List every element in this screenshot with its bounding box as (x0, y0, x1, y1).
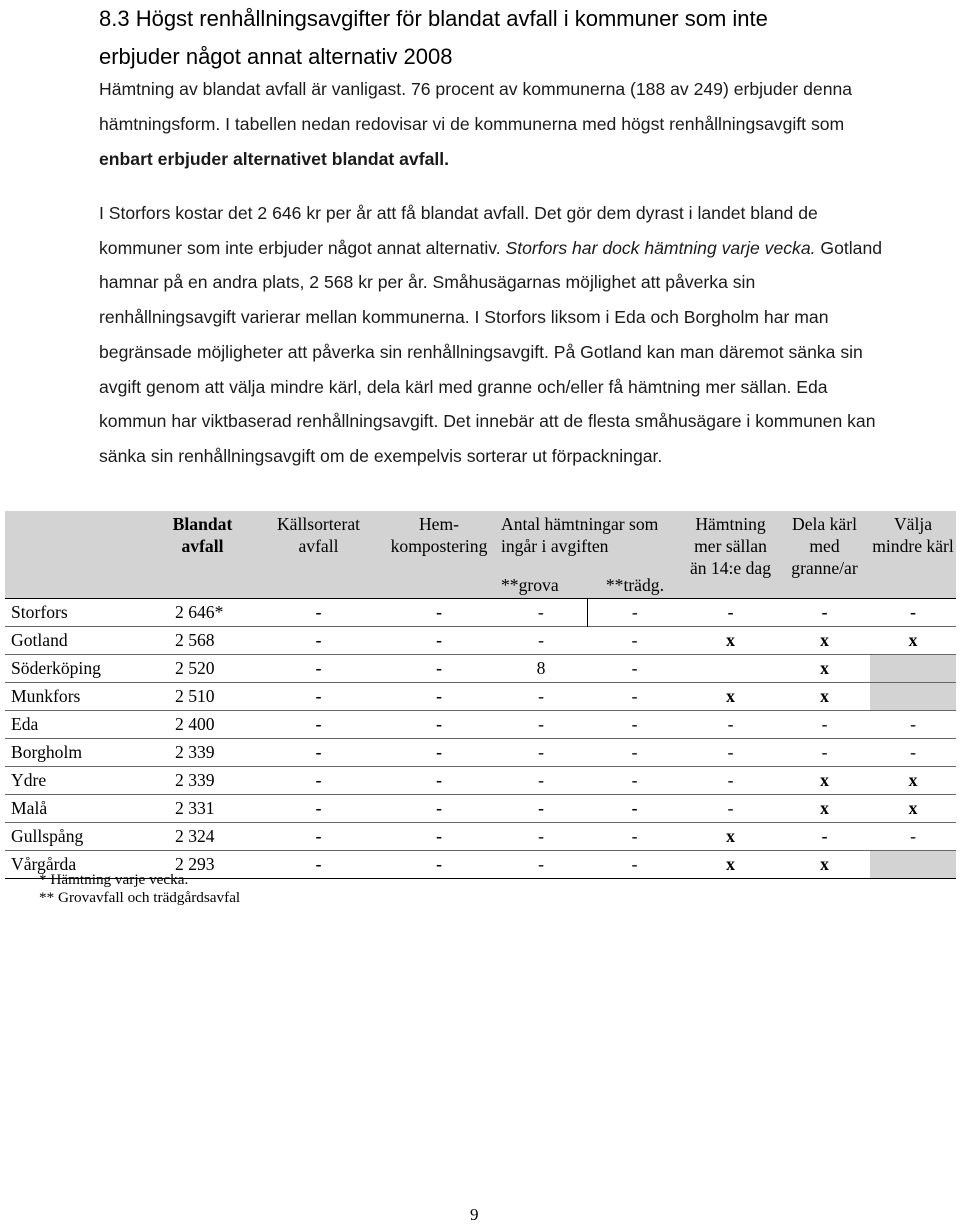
cell-hamtning: - (682, 711, 779, 739)
header-valja-mindre-karl: Välja mindre kärl (870, 511, 956, 599)
cell-tradg: - (587, 823, 682, 851)
cell-hamtning: x (682, 683, 779, 711)
cell-valja: x (870, 795, 956, 823)
header-blandat: Blandat avfall (151, 511, 254, 599)
cell-blandat: 2 510 (151, 683, 254, 711)
cell-blandat: 2 293 (151, 851, 254, 879)
storfors-text-b: Gotland hamnar på en andra plats, 2 568 kr per år. Småhusägarnas möjlighet att påverka sin renhållningsavgift varierar mellan kommunerna. I Storfors liksom i Eda och Borgholm har man begränsade möjligheter att påverka sin renhållningsavgift. På Gotland kan man däremot sänka sin avgift genom att välja mindre kärl, dela kärl med granne och/eller få hämtning mer sällan. Eda kommun har viktbaserad renhållningsavgift. Det innebär att de flesta småhusägare i kommunen kan sänka sin renhållningsavgift om de exempelvis sorterar ut förpackningar. (99, 237, 883, 466)
cell-tradg: - (587, 711, 682, 739)
cell-valja: - (870, 739, 956, 767)
cell-kommun: Ydre (5, 767, 151, 795)
storfors-text-a: I Storfors kostar det 2 646 kr per år att få blandat avfall. Det gör dem dyrast i landet bland de kommuner som inte erbjuder något annat alternativ. (99, 203, 818, 258)
cell-tradg: - (587, 599, 682, 627)
table-row (5, 711, 956, 739)
table-header-row (5, 511, 956, 599)
cell-valja (870, 655, 956, 683)
cell-tradg: - (587, 739, 682, 767)
fee-table (5, 511, 956, 879)
cell-dela: - (779, 599, 870, 627)
cell-dela: x (779, 851, 870, 879)
header-kommun (5, 511, 151, 599)
cell-kommun: Gullspång (5, 823, 151, 851)
cell-kommun: Storfors (5, 599, 151, 627)
cell-grova: 8 (495, 655, 587, 683)
page-number: 9 (470, 1205, 479, 1224)
header-tradg: **trädg. (605, 575, 664, 595)
cell-hemkompostering: - (383, 795, 495, 823)
section-heading-line-1: 8.3 Högst renhållningsavgifter för blandat avfall i kommuner som inte (99, 6, 768, 31)
cell-grova: - (495, 851, 587, 879)
header-antal-label: Antal hämtningar som ingår i avgiften (501, 514, 659, 556)
cell-dela: x (779, 795, 870, 823)
cell-hemkompostering: - (383, 711, 495, 739)
header-antal-hamtningar (495, 511, 682, 599)
cell-blandat: 2 400 (151, 711, 254, 739)
cell-dela: x (779, 655, 870, 683)
cell-kallsorterat: - (254, 711, 383, 739)
cell-valja (870, 683, 956, 711)
section-heading-line-2: erbjuder något annat alternativ 2008 (99, 44, 453, 69)
cell-kommun: Borgholm (5, 739, 151, 767)
header-hamtning-mer-sallan: Hämtning mer sällan än 14:e dag (682, 511, 779, 599)
cell-grova: - (495, 795, 587, 823)
cell-valja: - (870, 599, 956, 627)
cell-kallsorterat: - (254, 627, 383, 655)
cell-kallsorterat: - (254, 655, 383, 683)
cell-kallsorterat: - (254, 767, 383, 795)
cell-grova: - (495, 627, 587, 655)
cell-valja: - (870, 711, 956, 739)
cell-hemkompostering: - (383, 655, 495, 683)
cell-kommun: Munkfors (5, 683, 151, 711)
cell-hemkompostering: - (383, 823, 495, 851)
cell-valja: x (870, 627, 956, 655)
table-row (5, 627, 956, 655)
table-row (5, 767, 956, 795)
intro-paragraph (99, 72, 889, 177)
cell-hamtning: - (682, 599, 779, 627)
footnote-weekly: * Hämtning varje vecka. (39, 871, 189, 888)
cell-grova: - (495, 739, 587, 767)
intro-text: Hämtning av blandat avfall är vanligast. 76 procent av kommunerna (188 av 249) erbjuder denna hämtningsform. I tabellen nedan redovisar vi de kommunerna med högst renhållningsavgift som (99, 79, 853, 134)
intro-bold-text: enbart erbjuder alternativet blandat avfall (99, 149, 445, 169)
table-row (5, 655, 956, 683)
cell-blandat: 2 520 (151, 655, 254, 683)
header-grova: **grova (501, 575, 559, 595)
cell-grova: - (495, 711, 587, 739)
cell-kallsorterat: - (254, 683, 383, 711)
cell-hamtning: - (682, 767, 779, 795)
table-row (5, 795, 956, 823)
cell-dela: - (779, 739, 870, 767)
storfors-italic-text: Storfors har dock hämtning varje vecka. (505, 237, 816, 258)
table-row (5, 823, 956, 851)
cell-hamtning: - (682, 739, 779, 767)
cell-kallsorterat: - (254, 851, 383, 879)
cell-kallsorterat: - (254, 795, 383, 823)
cell-hemkompostering: - (383, 683, 495, 711)
cell-kallsorterat: - (254, 599, 383, 627)
cell-blandat: 2 568 (151, 627, 254, 655)
cell-hemkompostering: - (383, 627, 495, 655)
cell-dela: - (779, 823, 870, 851)
cell-valja: x (870, 767, 956, 795)
cell-kallsorterat: - (254, 739, 383, 767)
cell-hemkompostering: - (383, 767, 495, 795)
cell-hamtning: x (682, 851, 779, 879)
header-dela-karl: Dela kärl med granne/ar (779, 511, 870, 599)
cell-hamtning: - (682, 795, 779, 823)
table-row (5, 683, 956, 711)
cell-valja (870, 851, 956, 879)
cell-kommun: Eda (5, 711, 151, 739)
header-hemkompostering: Hem-kompostering (383, 511, 495, 599)
table-row (5, 739, 956, 767)
cell-grova: - (495, 823, 587, 851)
cell-hemkompostering: - (383, 599, 495, 627)
cell-blandat: 2 324 (151, 823, 254, 851)
cell-tradg: - (587, 683, 682, 711)
cell-tradg: - (587, 795, 682, 823)
header-kallsorterat: Källsorterat avfall (254, 511, 383, 599)
cell-valja: - (870, 823, 956, 851)
cell-hamtning (682, 655, 779, 683)
cell-kommun: Söderköping (5, 655, 151, 683)
cell-tradg: - (587, 767, 682, 795)
cell-hemkompostering: - (383, 851, 495, 879)
cell-kommun: Malå (5, 795, 151, 823)
intro-period: . (444, 149, 450, 169)
cell-dela: - (779, 711, 870, 739)
cell-dela: x (779, 683, 870, 711)
cell-dela: x (779, 627, 870, 655)
cell-kommun: Gotland (5, 627, 151, 655)
cell-grova: - (495, 767, 587, 795)
footnote-grovavfall: ** Grovavfall och trädgårdsavfal (39, 889, 241, 906)
cell-tradg: - (587, 851, 682, 879)
cell-blandat: 2 646* (151, 599, 254, 627)
cell-blandat: 2 339 (151, 739, 254, 767)
cell-tradg: - (587, 627, 682, 655)
cell-hemkompostering: - (383, 739, 495, 767)
cell-kommun: Vårgårda (5, 851, 151, 879)
cell-blandat: 2 339 (151, 767, 254, 795)
table-row (5, 599, 956, 627)
storfors-paragraph (99, 196, 889, 474)
cell-tradg: - (587, 655, 682, 683)
cell-blandat: 2 331 (151, 795, 254, 823)
cell-hamtning: x (682, 823, 779, 851)
cell-dela: x (779, 767, 870, 795)
cell-grova: - (495, 599, 587, 627)
section-heading (99, 0, 919, 76)
cell-grova: - (495, 683, 587, 711)
cell-hamtning: x (682, 627, 779, 655)
cell-kallsorterat: - (254, 823, 383, 851)
